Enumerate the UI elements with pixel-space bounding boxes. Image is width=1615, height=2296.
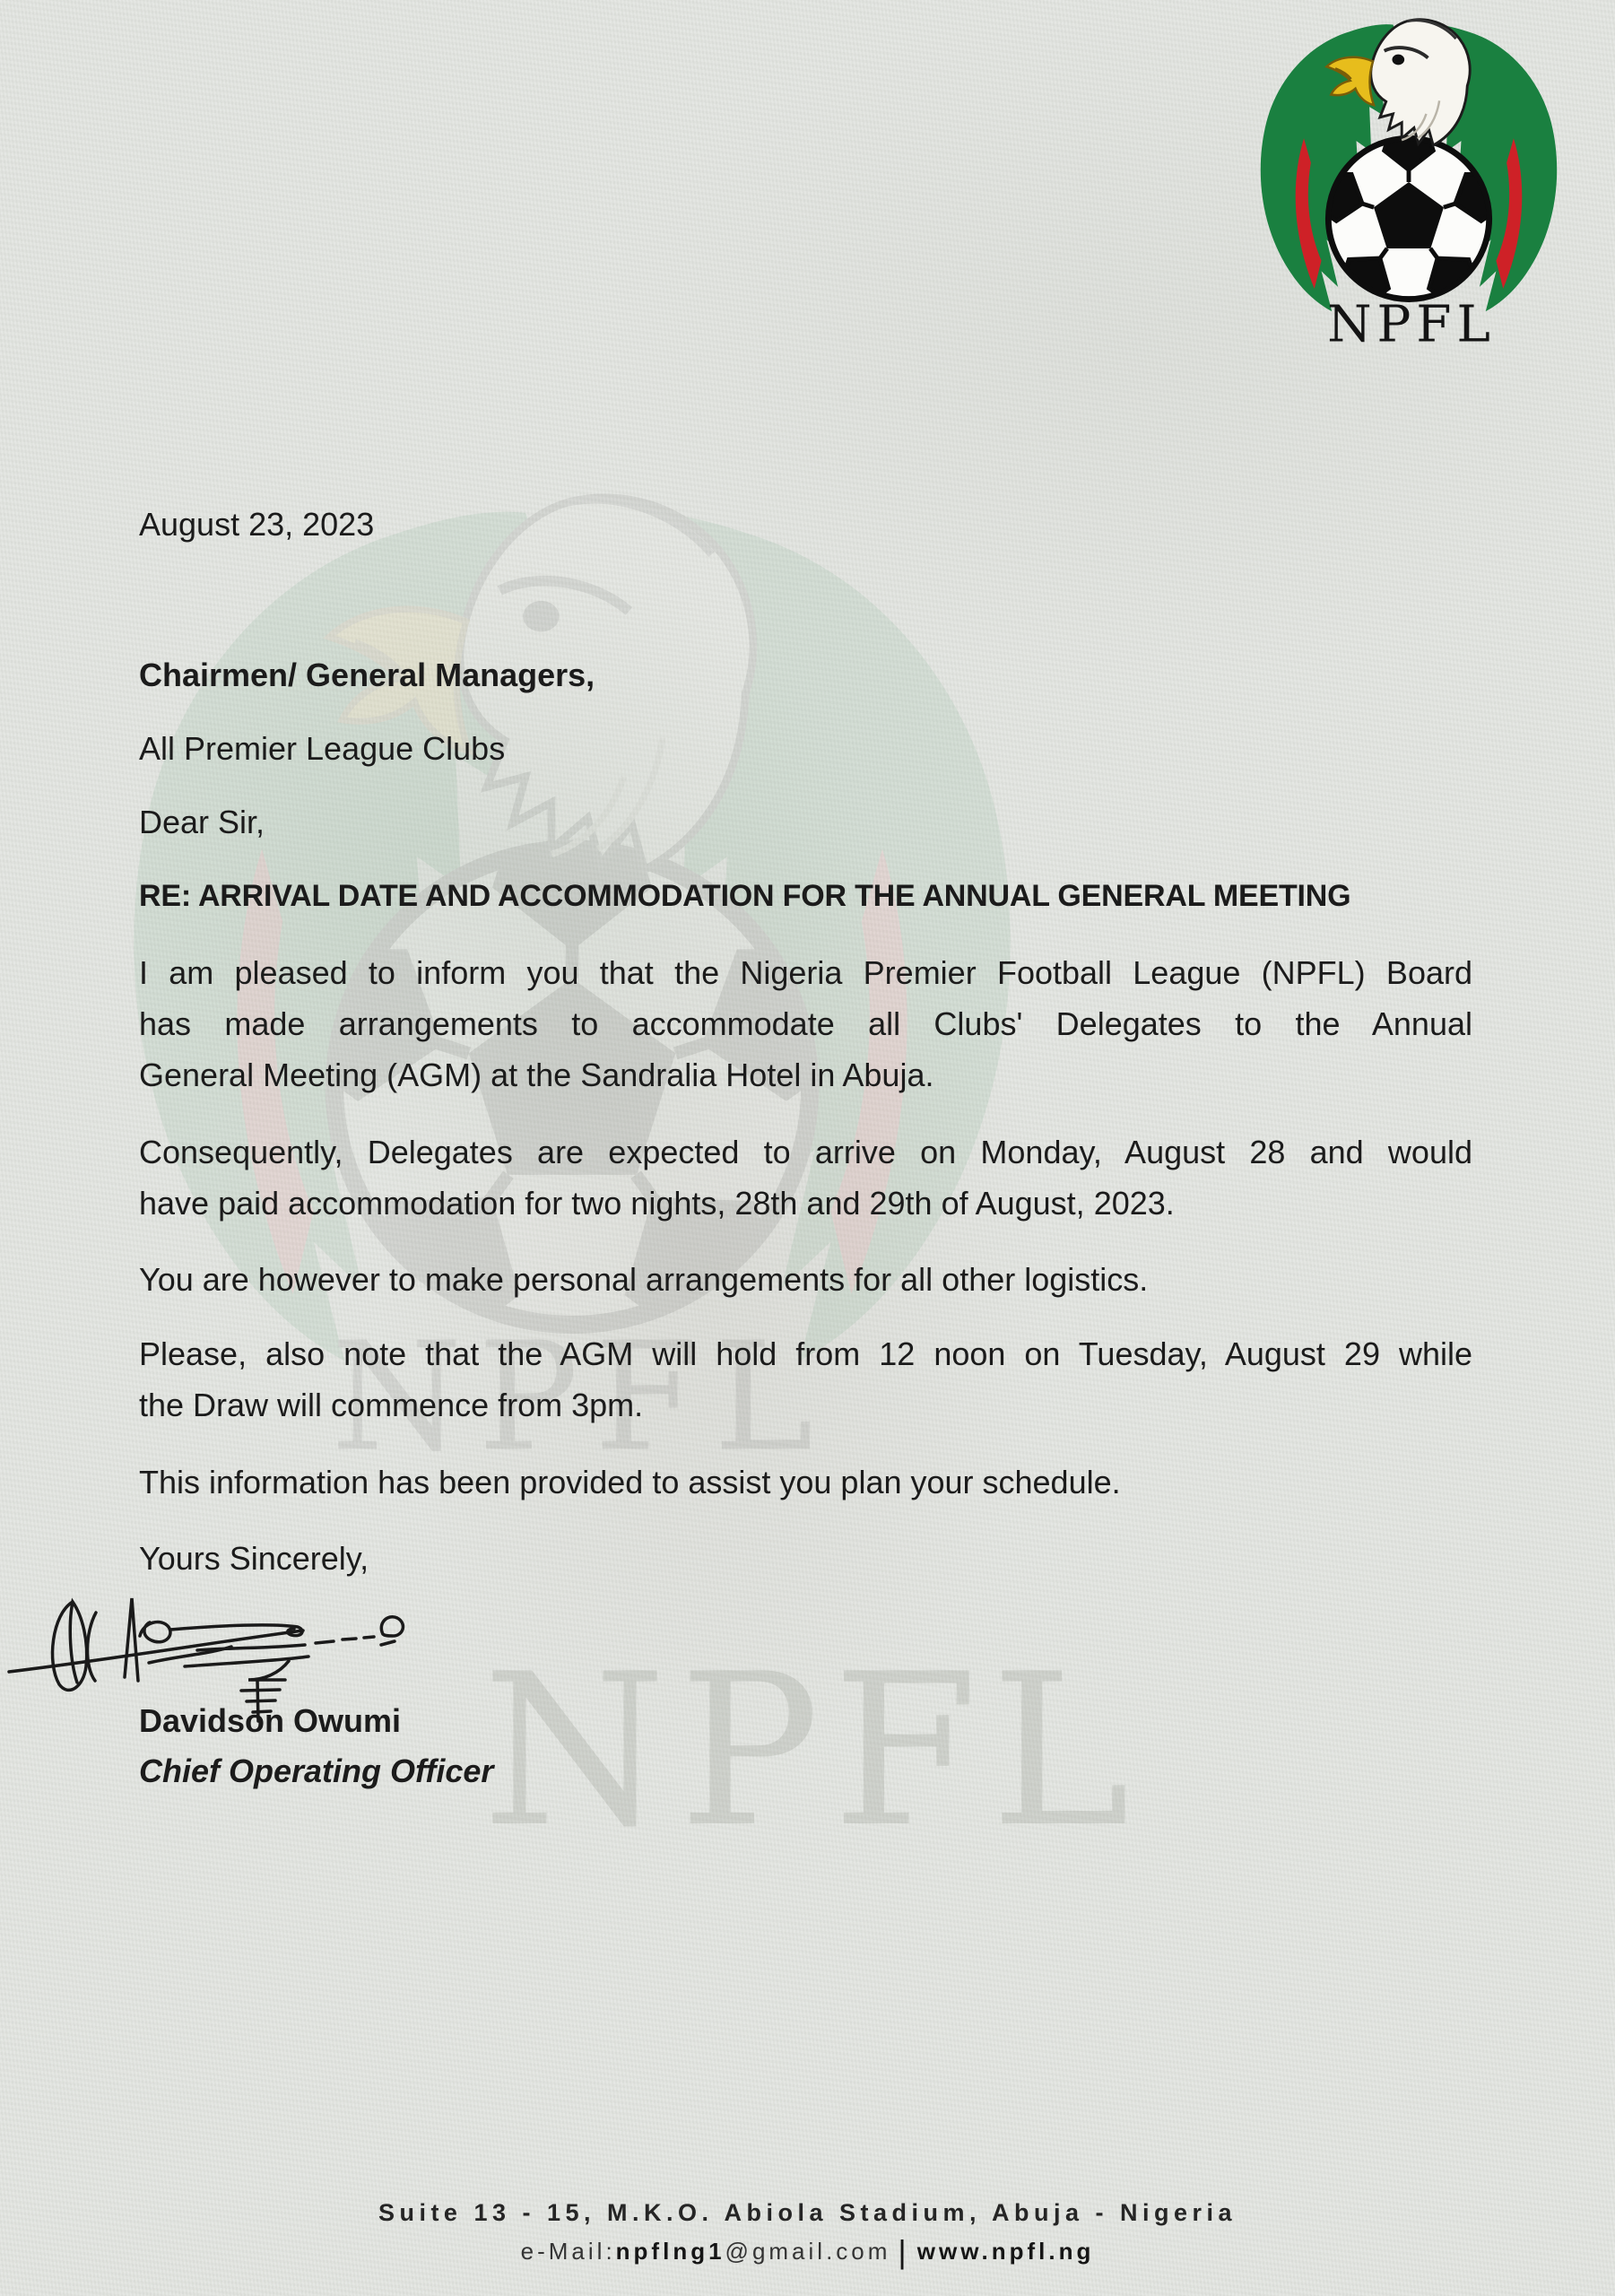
paragraph-3: [139, 1254, 1472, 1305]
closing-line: Yours Sincerely,: [139, 1540, 369, 1577]
paragraph-line: have paid accommodation for two nights, 28th and 29th of August, 2023.: [139, 1185, 1175, 1222]
paragraph-line: the Draw will commence from 3pm.: [139, 1387, 644, 1423]
signatory-title: Chief Operating Officer: [139, 1752, 494, 1789]
paragraph-2: [139, 1126, 1472, 1229]
footer-contacts: [0, 2233, 1615, 2271]
footer-email-user: npflng1: [615, 2238, 725, 2265]
paragraph-line: Please, also note that the AGM will hold from 12 noon on Tuesday, August 29 while: [139, 1335, 1472, 1372]
paragraph-line: has made arrangements to accommodate all Clubs' Delegates to the Annual: [139, 1005, 1472, 1042]
paragraph-5: [139, 1457, 1472, 1508]
paragraph-line: General Meeting (AGM) at the Sandralia Hotel in Abuja.: [139, 1057, 934, 1093]
salutation: Dear Sir,: [139, 804, 265, 840]
footer-email-label: e-Mail:: [520, 2238, 616, 2265]
paragraph-1: [139, 947, 1472, 1100]
paragraph-line: I am pleased to inform you that the Nigeria Premier Football League (NPFL) Board: [139, 954, 1472, 991]
paragraph-line: You are however to make personal arrangements for all other logistics.: [139, 1261, 1149, 1298]
text-watermark: NPFL: [482, 1630, 1142, 1874]
footer-address: Suite 13 - 15, M.K.O. Abiola Stadium, Abuja - Nigeria: [378, 2199, 1237, 2226]
paragraph-4: [139, 1328, 1472, 1431]
footer-website: www.npfl.ng: [916, 2238, 1095, 2265]
footer-separator: |: [898, 2233, 910, 2270]
signatory-name: Davidson Owumi: [139, 1702, 402, 1739]
subject-line: RE: ARRIVAL DATE AND ACCOMMODATION FOR THE ANNUAL GENERAL MEETING: [139, 879, 1351, 913]
paragraph-line: Consequently, Delegates are expected to arrive on Monday, August 28 and would: [139, 1134, 1472, 1170]
npfl-crest-logo-icon: [1251, 9, 1567, 352]
letter-date: August 23, 2023: [139, 506, 375, 543]
footer-email-domain: @gmail.com: [725, 2238, 891, 2265]
recipient-title: Chairmen/ General Managers,: [139, 657, 595, 693]
recipient-organisation: All Premier League Clubs: [139, 730, 506, 767]
paragraph-line: This information has been provided to assist you plan your schedule.: [139, 1464, 1121, 1500]
